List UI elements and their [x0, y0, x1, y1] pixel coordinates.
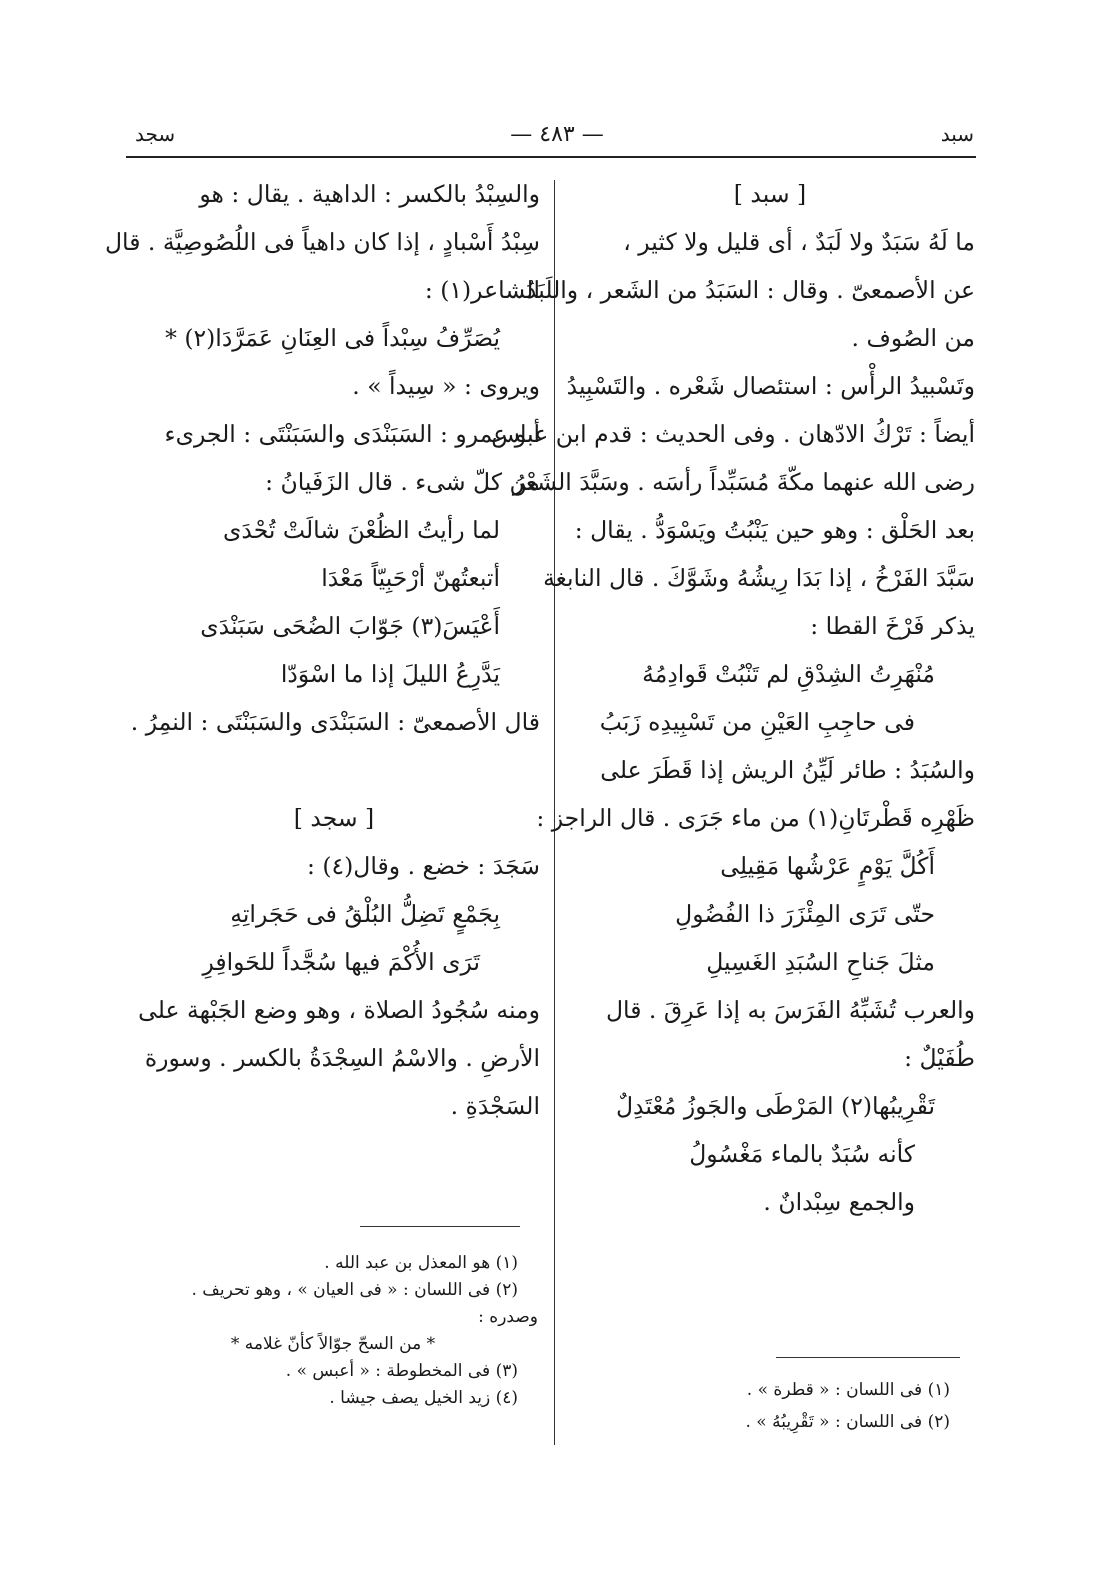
- text-line: ظَهْرِه قَطْرتَانِ(١) من ماء جَرَى . قال الراجز :: [536, 804, 975, 832]
- text-line: من كلّ شىء . قال الزَفَيانُ :: [265, 468, 540, 496]
- verse-line: تَقْرِيبُها(٢) المَرْطَى والجَوزُ مُعْتَدِلٌ: [615, 1092, 935, 1120]
- text-line: يذكر فَرْخَ القطا :: [810, 612, 975, 640]
- footnote-rule-left: [360, 1226, 520, 1227]
- text-line: والعرب تُشَبِّهُ الفَرَسَ به إذا عَرِقَ . قال: [605, 996, 975, 1024]
- verse-line: مثلَ جَناحِ السُبَدِ الغَسِيلِ: [706, 948, 935, 976]
- footnote: (٤) زيد الخيل يصف جيشا .: [329, 1388, 518, 1408]
- verse-line: يَدَّرِعُ الليلَ إذا ما اسْوَدّا: [280, 660, 500, 688]
- left-column: [104, 170, 540, 1130]
- footnote: (١) هو المعذل بن عبد الله .: [324, 1253, 518, 1273]
- footnote: وصدره :: [478, 1307, 538, 1327]
- verse-line: مُنْهَرِتُ الشِدْقِ لم تَنْبُتْ قَوادِمُهُ: [642, 660, 935, 688]
- page-number: — ٤٨٣ —: [510, 122, 604, 147]
- header-rule: [126, 156, 976, 158]
- verse-line: أتبعتُهنّ أرْحَبِيّاً مَعْدَا: [321, 564, 500, 592]
- spacer: [128, 746, 540, 794]
- footnote: (٢) فى اللسان : « تَقْرِيبُهُ » .: [745, 1412, 950, 1432]
- text-line: ومنه سُجُودُ الصلاة ، وهو وضع الجَبْهة على: [138, 996, 540, 1024]
- verse-line: لما رأيتُ الظُعْنَ شالَتْ تُحْدَى: [223, 516, 500, 544]
- text-line: الأرضِ . والاسْمُ السِجْدَةُ بالكسر . وسورة: [144, 1044, 540, 1072]
- text-line: طُفَيْلٌ :: [904, 1044, 975, 1072]
- entry-heading-sajad: [ سجد ]: [293, 804, 375, 832]
- text-line: والسُبَدُ : طائر لَيِّنُ الريش إذا قَطَرَ على: [600, 756, 975, 784]
- text-line: سِبْدُ أَسْبادٍ ، إذا كان داهياً فى اللُصُوصِيَّة . قال: [104, 228, 540, 256]
- verse-line: يُصَرِّفُ سِبْداً فى العِنَانِ عَمَرَّدَا(٢) *: [165, 324, 500, 352]
- footnote-rule-right: [776, 1357, 960, 1358]
- verse-line: حتّى تَرَى المِئْزَرَ ذا الفُضُولِ: [675, 900, 935, 928]
- verse-line: بِجَمْعٍ تَضِلُّ البُلْقُ فى حَجَراتِهِ: [230, 900, 500, 928]
- text-line: أبو عمرو : السَبَنْدَى والسَبَنْتَى : الجرىء: [164, 420, 540, 448]
- footnote-verse: * من السحّ جوّالاً كأنّ غلامه *: [230, 1334, 436, 1354]
- verse-line: أَعْيَسَ(٣) جَوّابَ الضُحَى سَبَنْدَى: [200, 612, 500, 640]
- footnote: (٢) فى اللسان : « فى العيان » ، وهو تحريف .: [191, 1280, 518, 1300]
- text-line: ويروى : « سِيداً » .: [352, 372, 540, 400]
- verse-line: فى حاجِبِ العَيْنِ من تَسْبِيدِه زَبَبُ: [599, 708, 915, 736]
- footnote: (٣) فى المخطوطة : « أعبس » .: [285, 1361, 518, 1381]
- verse-line: كأنه سُبَدٌ بالماء مَغْسُولُ: [689, 1140, 915, 1168]
- text-line: والجمع سِبْدانٌ .: [763, 1188, 915, 1216]
- verse-line: تَرَى الأُكْمَ فيها سُجَّداً للحَوافِرِ: [202, 948, 480, 976]
- text-line: ما لَهُ سَبَدٌ ولا لَبَدٌ ، أى قليل ولا كثير ،: [623, 228, 975, 256]
- running-head-right: سبد: [940, 122, 974, 146]
- text-line: من الصُوف .: [851, 324, 975, 352]
- entry-heading-sabad: [ سبد ]: [733, 180, 807, 208]
- footnotes-right: [600, 1374, 970, 1438]
- text-line: قال الأصمعىّ : السَبَنْدَى والسَبَنْتَى : النمِرُ .: [130, 708, 540, 736]
- footnote: (١) فى اللسان : « قطرة » .: [746, 1380, 950, 1400]
- text-line: رضى الله عنهما مكّةَ مُسَبِّداً رأسَه . وسَبَّدَ الشَعْرُ: [512, 468, 975, 496]
- text-line: وتَسْبيدُ الرأْس : استئصال شَعْره . والتَسْبِيدُ: [566, 372, 975, 400]
- text-line: السَجْدَةِ .: [450, 1092, 540, 1120]
- text-line: الشاعر(١) :: [424, 276, 540, 304]
- verse-line: أَكُلَّ يَوْمٍ عَرْشُها مَقِيلِى: [720, 852, 935, 880]
- footnotes-left: [128, 1250, 538, 1412]
- running-head-left: سجد: [135, 122, 176, 146]
- text-line: عن الأصمعىّ . وقال : السَبَدُ من الشَعر ، واللَبَدُ: [525, 276, 975, 304]
- text-line: بعد الحَلْق : وهو حين يَنْبُتُ ويَسْوَدُّ . يقال :: [574, 516, 975, 544]
- text-line: سَجَدَ : خضع . وقال(٤) :: [306, 852, 540, 880]
- text-line: سَبَّدَ الفَرْخُ ، إذا بَدَا رِيشُهُ وشَوَّكَ . قال النابغة: [543, 564, 975, 592]
- text-line: أيضاً : تَرْكُ الادّهان . وفى الحديث : قدم ابن عباس: [491, 420, 975, 448]
- text-line: والسِبْدُ بالكسر : الداهية . يقال : هو: [199, 180, 540, 208]
